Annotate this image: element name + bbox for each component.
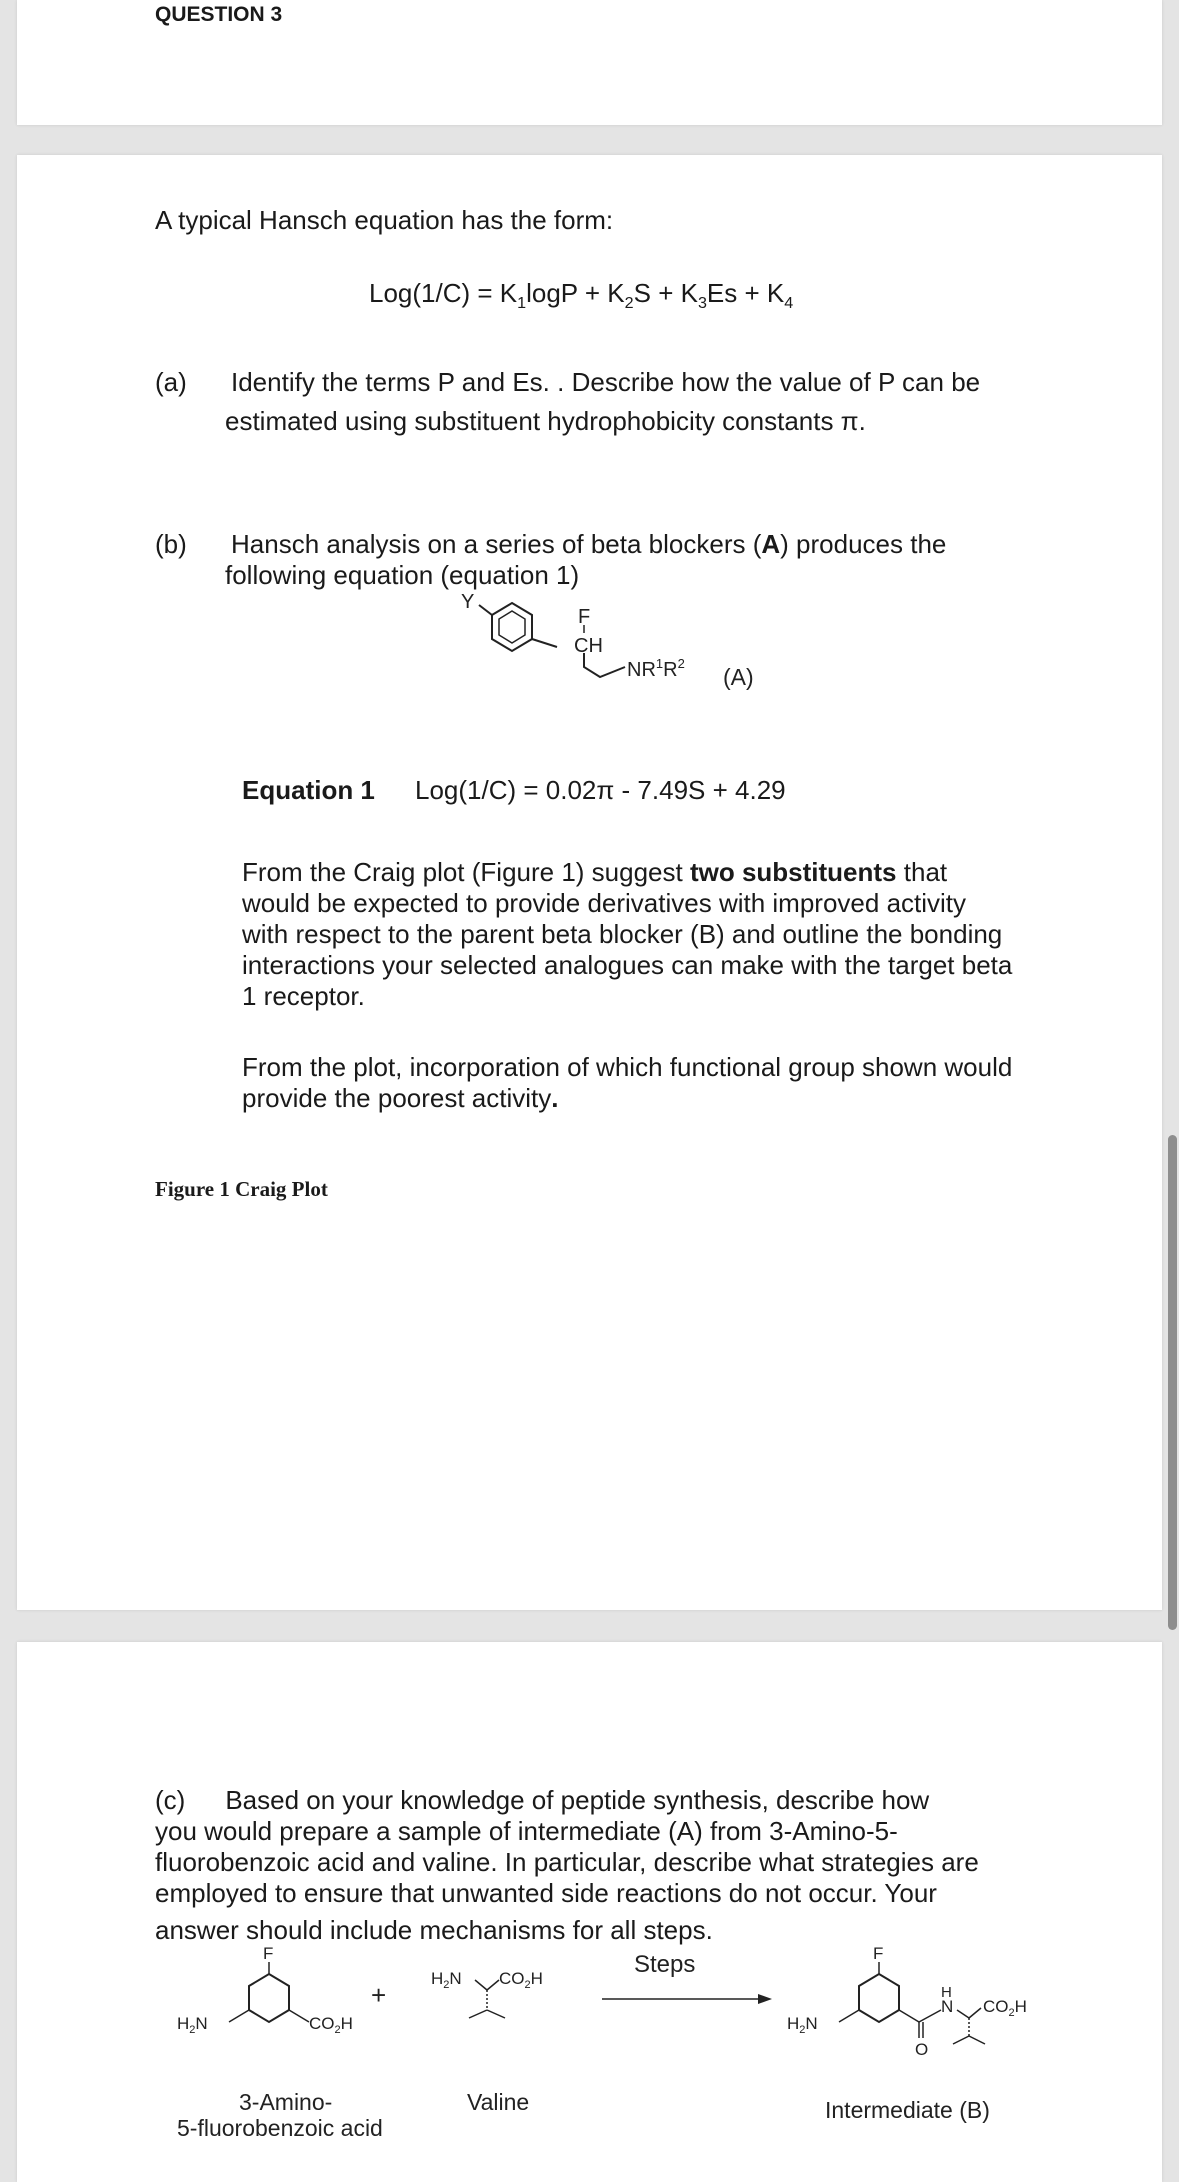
product-alpha-bond	[957, 2010, 969, 2018]
part-c-line-5: answer should include mechanisms for all steps.	[155, 1915, 713, 1945]
y-bond	[479, 605, 492, 615]
nr-text: NR	[627, 659, 656, 681]
ch-bond	[532, 639, 557, 647]
valine-bond-1	[475, 1980, 487, 1990]
craig-paragraph-line-5: 1 receptor.	[242, 981, 365, 1011]
question-header-card	[17, 0, 1162, 125]
reactant-1-h2n	[177, 2014, 208, 2036]
p-n: N	[805, 2014, 818, 2033]
reactant-1-ring	[249, 1974, 289, 2022]
part-a-line-2: estimated using substituent hydrophobicity constants π.	[225, 406, 866, 436]
reactant-1-label-line-1: 3-Amino-	[239, 2089, 333, 2115]
product-nh-h: H	[941, 1984, 952, 2001]
product-iso-bond-1	[953, 2036, 969, 2044]
part-b-line-1-start: Hansch analysis on a series of beta blockers (	[231, 529, 762, 559]
poorest-paragraph-line-2	[242, 1083, 559, 1113]
poorest-paragraph-line-1: From the plot, incorporation of which functional group shown would	[242, 1052, 1013, 1082]
v-n: N	[449, 1969, 462, 1988]
product-n-bond	[839, 2010, 859, 2022]
reactant-1-c-bond	[289, 2010, 309, 2022]
two-substituents-bold: two substituents	[689, 857, 897, 887]
r-text: R	[663, 659, 678, 681]
figure-1-caption: Figure 1 Craig Plot	[155, 1177, 328, 1201]
equation-1-label: Equation 1	[242, 775, 375, 805]
product-h2n	[787, 2014, 818, 2036]
v-co: CO	[499, 1969, 525, 1988]
part-c-line-4: employed to ensure that unwanted side reactions do not occur. Your	[155, 1878, 937, 1908]
craig-paragraph-line-1	[242, 857, 947, 887]
reactant-1-f: F	[263, 1944, 274, 1963]
benzene-inner-ring	[499, 611, 525, 643]
eq-sub-2: 2	[624, 294, 634, 313]
part-a-label: (a)	[155, 367, 187, 397]
product-ring	[859, 1974, 899, 2022]
reaction-arrow-head	[758, 1994, 772, 2004]
v-h-sub: 2	[443, 1979, 450, 1991]
scrollbar-thumb[interactable]	[1168, 1135, 1177, 1630]
eq-sub-1: 1	[517, 294, 527, 313]
product-o: O	[915, 2040, 929, 2059]
p-co-h: H	[1014, 1997, 1027, 2016]
product-co2h	[983, 1997, 1027, 2019]
p-h: H	[787, 2014, 800, 2033]
part-c-line-2: you would prepare a sample of intermediate (A) from 3-Amino-5-	[155, 1816, 898, 1846]
reactant-1-co2h	[309, 2014, 353, 2036]
v-co-sub: 2	[524, 1979, 531, 1991]
product-acid-bond	[969, 2008, 981, 2018]
craig-paragraph-line-3: with respect to the parent beta blocker (B) and outline the bonding	[242, 919, 1003, 949]
valine-bond-3	[469, 2010, 487, 2018]
r1-h: H	[177, 2014, 190, 2033]
compound-a-bold: A	[761, 529, 781, 559]
r1-h-sub: 2	[189, 2024, 196, 2036]
part-c-line-1-text: Based on your knowledge of peptide synthesis, describe how	[225, 1785, 930, 1815]
r1-n: N	[195, 2014, 208, 2033]
craig-paragraph-line-4: interactions your selected analogues can make with the target beta	[242, 950, 1013, 980]
intermediate-b-label: Intermediate (B)	[825, 2097, 990, 2123]
valine-bond-4	[487, 2010, 505, 2018]
valine-h2n	[431, 1969, 462, 1991]
poorest-l2-text: provide the poorest activity	[242, 1083, 552, 1113]
part-c-label: (c)	[155, 1785, 186, 1815]
r1-sup: 1	[655, 656, 664, 671]
y-label: Y	[461, 591, 475, 613]
part-b-label: (b)	[155, 529, 187, 559]
valine-bond-2	[487, 1980, 499, 1990]
product-nh-n: N	[941, 1997, 954, 2016]
p-co: CO	[983, 1997, 1009, 2016]
r1-co: CO	[309, 2014, 335, 2033]
r1-co-sub: 2	[334, 2024, 341, 2036]
plus-sign: +	[371, 1980, 387, 2010]
steps-label: Steps	[634, 1951, 696, 1978]
intro-text: A typical Hansch equation has the form:	[155, 205, 614, 235]
beta-blocker-structure	[417, 585, 797, 705]
scrollbar-track[interactable]	[1165, 0, 1179, 2175]
poorest-l2-period: .	[551, 1083, 559, 1113]
craig-paragraph-line-2: would be expected to provide derivatives with improved activity	[242, 888, 967, 918]
part-c-line-1	[155, 1785, 929, 1815]
product-c-bond	[899, 2010, 919, 2022]
eq-term-3: Es + K	[706, 278, 785, 308]
p-h-sub: 2	[799, 2024, 806, 2036]
part-a-line-1: Identify the terms P and Es. . Describe how the value of P can be	[231, 367, 981, 397]
question-header: QUESTION 3	[155, 3, 283, 26]
product-amide-bond	[919, 2010, 941, 2022]
r2-sup: 2	[677, 656, 685, 671]
eq-term-1: logP + K	[526, 278, 625, 308]
part-b-line-2: following equation (equation 1)	[225, 560, 580, 590]
product-f: F	[873, 1944, 884, 1963]
hansch-equation	[369, 278, 793, 318]
valine-label: Valine	[467, 2089, 530, 2115]
equation-1: Log(1/C) = 0.02π - 7.49S + 4.29	[415, 775, 786, 805]
v-h: H	[431, 1969, 444, 1988]
ch-label: CH	[574, 635, 603, 657]
reactant-1-n-bond	[229, 2010, 249, 2022]
valine-co2h	[499, 1969, 543, 1991]
eq-sub-4: 4	[784, 294, 794, 313]
v-co-h: H	[530, 1969, 543, 1988]
part-c-line-3: fluorobenzoic acid and valine. In particular, describe what strategies are	[155, 1847, 979, 1877]
p-co-sub: 2	[1008, 2007, 1015, 2019]
f-label: F	[578, 606, 591, 628]
part-c-card	[17, 1642, 1162, 2182]
nr-label	[627, 656, 685, 681]
craig-l1-end: that	[896, 857, 948, 887]
eq-term-2: S + K	[633, 278, 698, 308]
eq-sub-3: 3	[697, 294, 707, 313]
compound-a-label: (A)	[723, 664, 754, 690]
question-body-card	[17, 155, 1162, 1610]
r1-co-h: H	[340, 2014, 353, 2033]
synthesis-scheme	[17, 1942, 1162, 2182]
part-b-line-1-end: ) produces the	[780, 529, 947, 559]
eq-lhs: Log(1/C) = K	[369, 278, 518, 308]
reactant-1-label-line-2: 5-fluorobenzoic acid	[177, 2115, 383, 2141]
product-iso-bond-2	[969, 2036, 985, 2044]
craig-l1-start: From the Craig plot (Figure 1) suggest	[242, 857, 690, 887]
part-b-line-1	[231, 529, 946, 559]
